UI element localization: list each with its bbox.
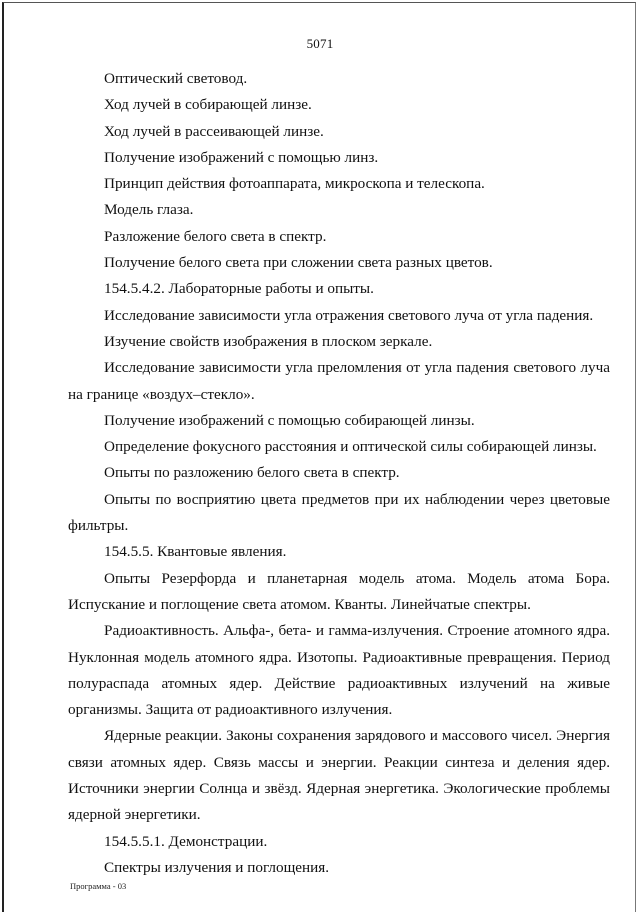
section-heading: 154.5.5. Квантовые явления. xyxy=(104,543,287,561)
page-number: 5071 xyxy=(306,36,334,51)
paragraph: Спектры излучения и поглощения. xyxy=(104,858,330,876)
document-body xyxy=(68,66,610,881)
paragraph: Получение изображений с помощью линз. xyxy=(104,148,379,166)
paragraph: Определение фокусного расстояния и оптической силы собирающей линзы. xyxy=(104,438,597,456)
paragraph: Ход лучей в рассеивающей линзе. xyxy=(104,122,324,140)
paragraph: Исследование зависимости угла преломления от угла падения светового луча на границе «воздух–стекло». xyxy=(68,359,610,403)
paragraph: Оптический световод. xyxy=(104,70,248,87)
paragraph: Модель глаза. xyxy=(104,201,194,219)
paragraph: Радиоактивность. Альфа-, бета- и гамма-излучения. Строение атомного ядра. Нуклонная модель атомного ядра. Изотопы. Радиоактивные превращения. Период полураспада атомных ядер. Действие радиоактивных излучений на живые организмы. Защита от радиоактивного излучения. xyxy=(68,622,610,719)
paragraph: Разложение белого света в спектр. xyxy=(104,227,327,245)
paragraph: Изучение свойств изображения в плоском зеркале. xyxy=(104,332,433,350)
section-heading: 154.5.4.2. Лабораторные работы и опыты. xyxy=(104,280,374,298)
paragraph: Опыты по восприятию цвета предметов при их наблюдении через цветовые фильтры. xyxy=(68,490,610,535)
paragraph: Принцип действия фотоаппарата, микроскопа и телескопа. xyxy=(104,175,485,193)
paragraph: Опыты по разложению белого света в спектр. xyxy=(104,464,400,482)
paragraph: Получение изображений с помощью собирающей линзы. xyxy=(104,411,475,429)
paragraph: Опыты Резерфорда и планетарная модель атома. Модель атома Бора. Испускание и поглощение света атомом. Кванты. Линейчатые спектры. xyxy=(68,569,610,613)
footer-label: Программа - 03 xyxy=(70,881,127,891)
paragraph: Исследование зависимости угла отражения светового луча от угла падения. xyxy=(104,306,594,324)
paragraph: Ядерные реакции. Законы сохранения зарядового и массового чисел. Энергия связи атомных ядер. Связь массы и энергии. Реакции синтеза и деления ядер. Источники энергии Солнца и звёзд. Ядерная энергетика. Экологические проблемы ядерной энергетики. xyxy=(68,727,610,824)
section-heading: 154.5.5.1. Демонстрации. xyxy=(104,832,268,850)
paragraph: Получение белого света при сложении света разных цветов. xyxy=(104,254,493,272)
paragraph: Ход лучей в собирающей линзе. xyxy=(104,96,312,114)
